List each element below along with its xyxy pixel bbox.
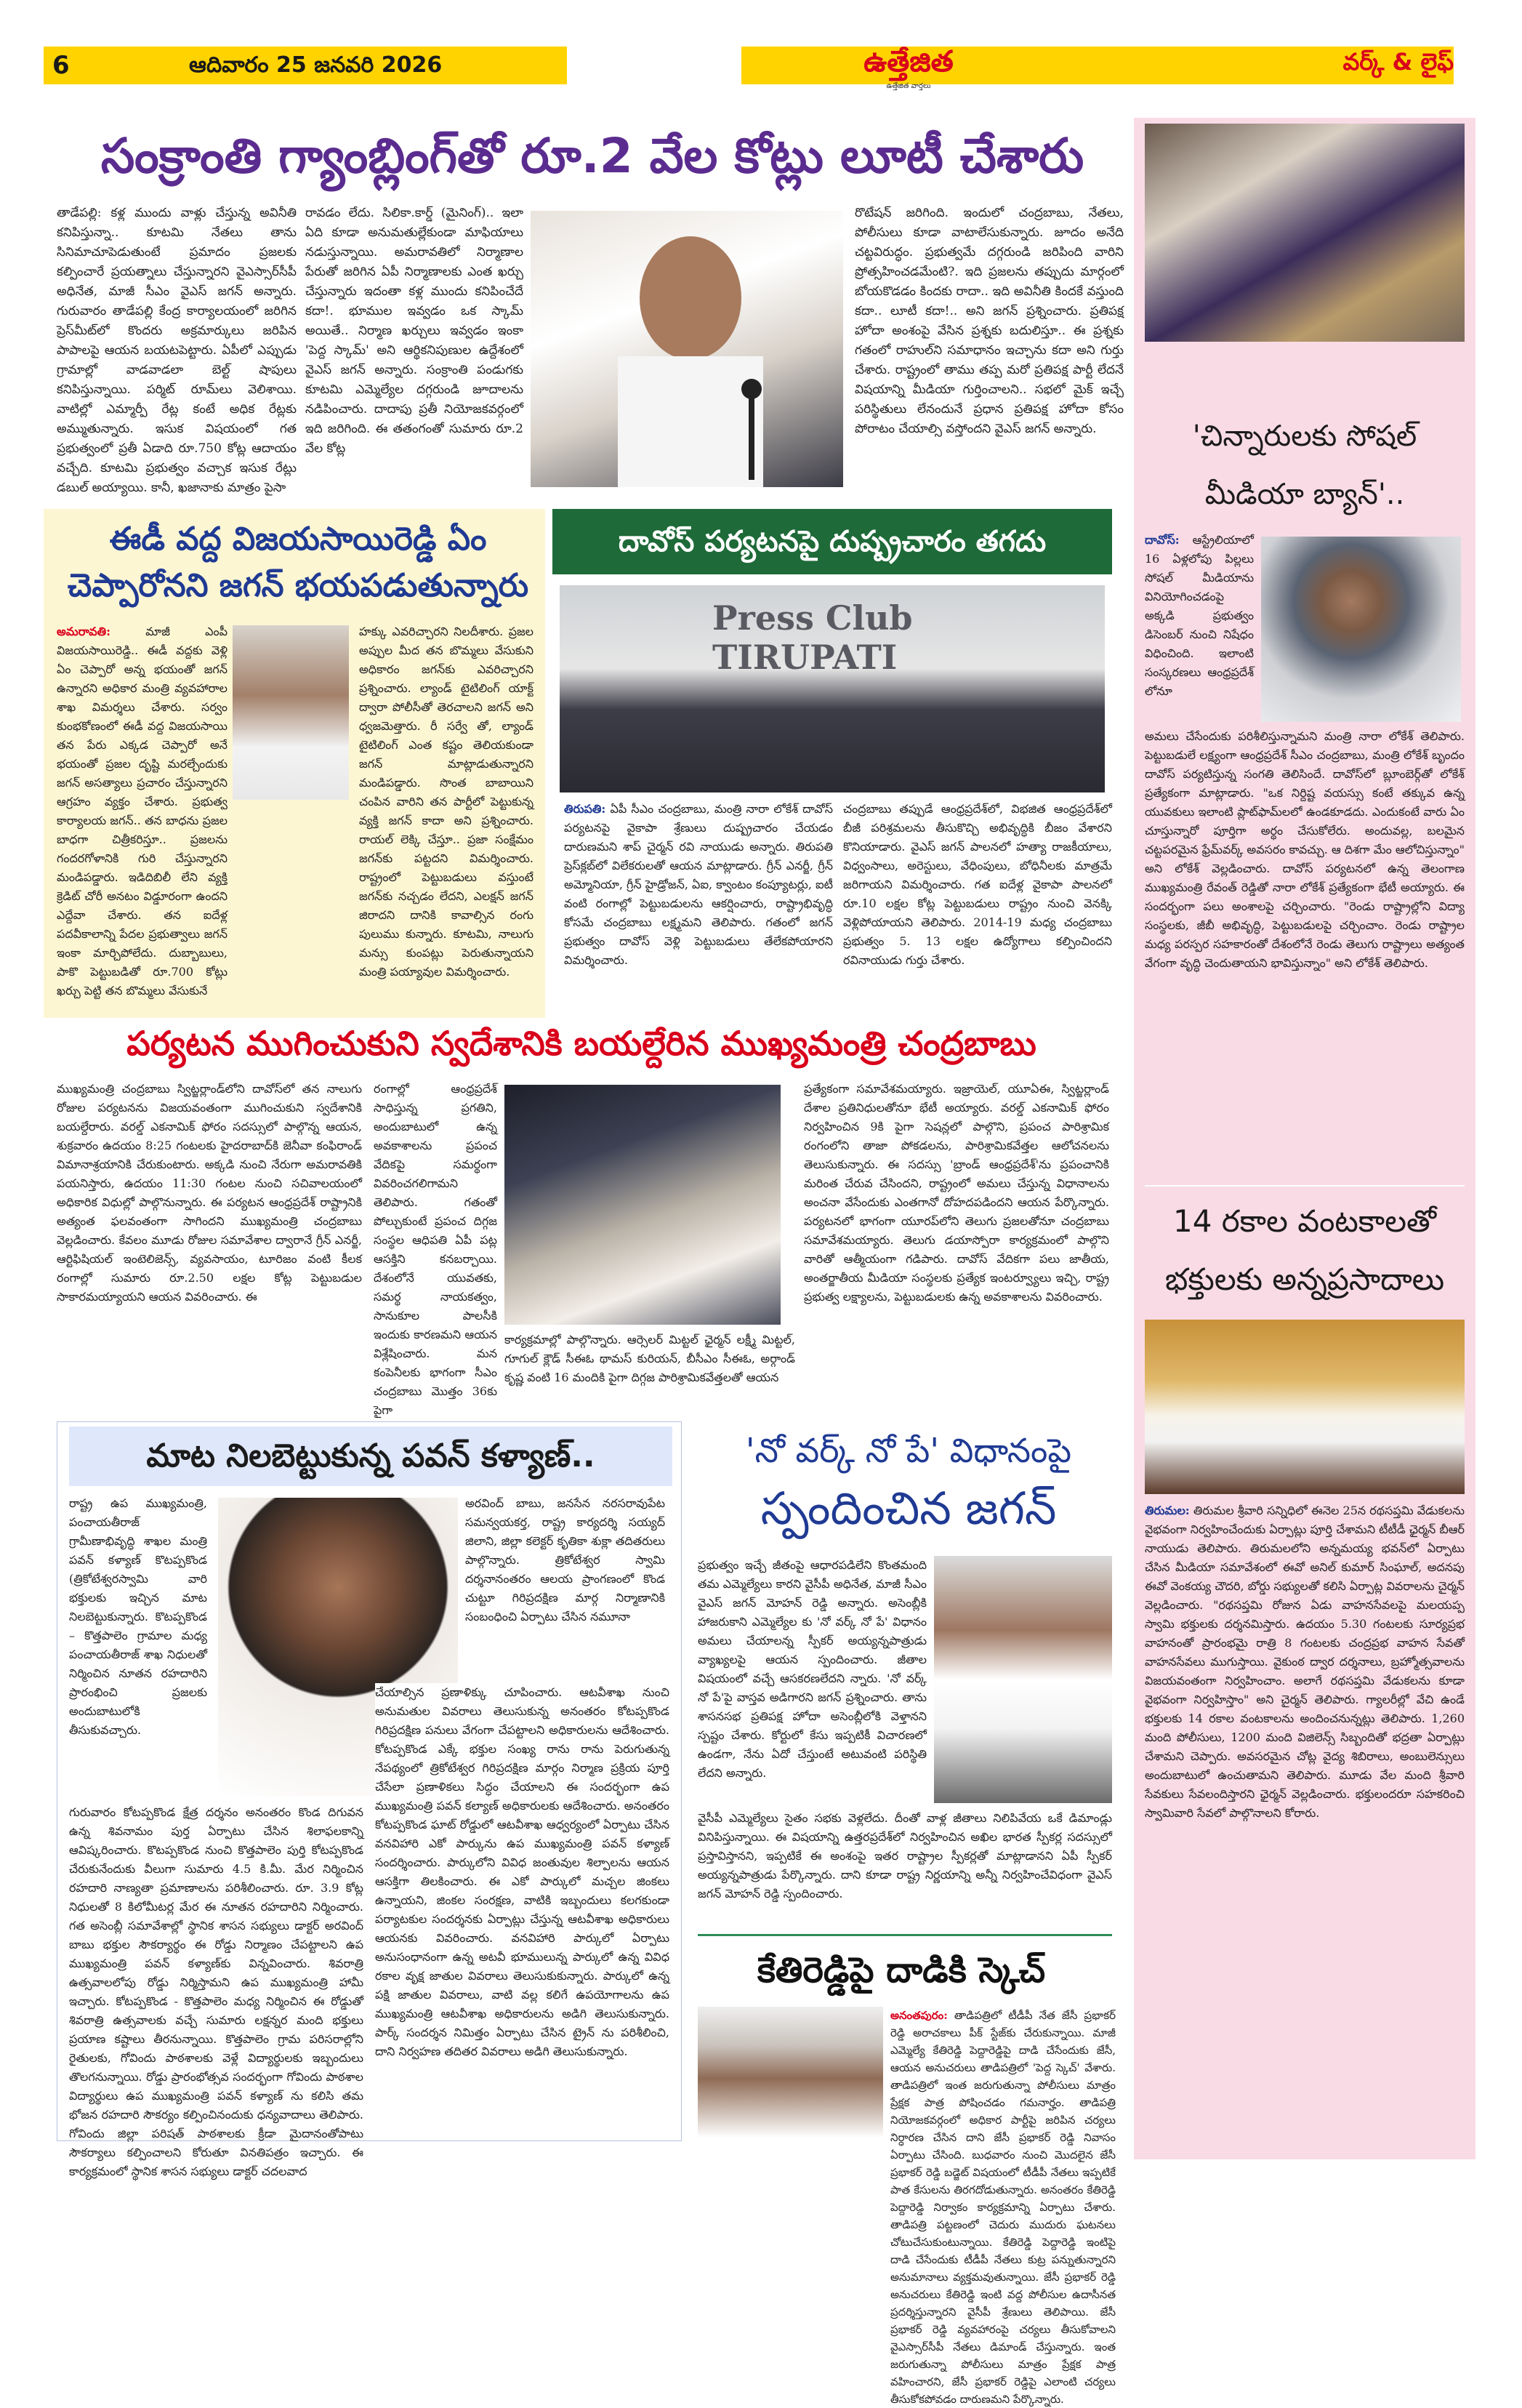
kethi-headline: కేతిరెడ్డిపై దాడికి స్కెచ్ xyxy=(757,1950,1046,1991)
pawan-column-2: అరవింద్ బాబు, జనసేన నరసరావుపేట సమన్వయకర్త, రాష్ట్ర కార్యదర్శి సయ్యద్ జిలాని, జిల్లా కలెక్టర్ కృతికా శుక్లా తదితరులు పాల్గొన్నారు. త్రికోటేశ్వర స్వామి దర్శనానంతరం ఆలయ ప్రాంగణంలో కొండ చుట్టూ గిరిప్రదక్షిణ మార్గ నిర్మాణానికి సంబంధించి ఏర్పాటు చేసిన నమూనా xyxy=(465,1496,665,1624)
press-club-sign: Press Club TIRUPATI xyxy=(712,598,913,677)
temple-headline-line2: భక్తులకు అన్నప్రసాదాలు xyxy=(1164,1261,1445,1297)
vijayasai-photo xyxy=(233,625,349,800)
lead-column-1: తాడేపల్లి: కళ్ల ముందు వాళ్లు చేస్తున్న అవినీతి కనిపిస్తున్నా.. కూటమి నేతలు తాను సినిమాచూపెడుతుంటే ప్రమాదం ప్రజలకు కల్పించారే ప్రయత్నాలు చేస్తున్నారని వైఎస్సార్‌సీపీ అధినేత, మాజీ సీఎం వైఎస్ జగన్ అన్నారు. గురువారం తాడేపల్లి కేంద్ర కార్యాలయంలో జరిగిన ప్రెస్‌మీట్‌లో కొందరు అక్రమార్కులు జరిపిన పాపాలపై ఆయన బయటపెట్టారు. ఏపీలో ఎప్పుడు గ్రామాల్లో వాడవాడలా బెల్ట్ షాపులు కనిపిస్తున్నాయి. పర్మిట్ రూమ్‌లు వెలిశాయి. వాటిల్లో ఎమ్మార్పీ రేట్ల కంటే అధిక రేట్లకు అమ్ముతున్నారు. ఇసుక విషయంలో గత ప్రభుత్వంలో ప్రతీ ఏడాది రూ.750 కోట్ల ఆదాయం వచ్చేది. కూటమి ప్రభుత్వం వచ్చాక ఇసుక రేట్లు డబుల్ అయ్యాయి. కానీ, ఖజానాకు మాత్రం పైసా xyxy=(57,206,297,495)
cm-column-2: రంగాల్లో ఆంధ్రప్రదేశ్ సాధిస్తున్న ప్రగతిని, అందుబాటులో ఉన్న అవకాశాలను ప్రపంచ వేదికపై సమర్థంగా వివరించగలిగామని తెలిపారు. గతంతో పోల్చుకుంటే ప్రపంచ దిగ్గజ సంస్థల ఆధిపతి ఏపీ పట్ల ఆసక్తిని కనబర్చాయి. దేశంలోనే యువతకు, సమర్థ నాయకత్వం, సానుకూల పాలసీకి ఇందుకు కారణమని ఆయన విశ్లేషించారు. మన కంపెనీలకు భాగంగా సీఎం చంద్రబాబు మొత్తం 36కు పైగా xyxy=(374,1082,497,1417)
temple-body-text: తిరుమల శ్రీవారి సన్నిధిలో ఈనెల 25న రథసప్తమి వేడుకలను వైభవంగా నిర్వహించేందుకు ఏర్పాట్లు పూర్తి చేశామని టీటీడీ ఛైర్మన్ బీఆర్ నాయుడు తెలిపారు. తిరుమలలోని అన్నమయ్య భవన్‌లో ఏర్పాటు చేసిన మీడియా సమావేశంలో ఈవో అనిల్ కుమార్ సింఘాల్, అదనపు ఈవో వెంకయ్య చౌదరి, బోర్డు సభ్యులతో కలిసి ఏర్పాట్ల వివరాలను చైర్మన్ వెల్లడించారు. "రథసప్తమి రోజున ఏడు వాహనసేవలపై మలయప్ప స్వామి భక్తులకు దర్శనమిస్తారు. ఉదయం 5.30 గంటలకు సూర్యప్రభ వాహనంతో ప్రారంభమై రాత్రి 8 గంటలకు చంద్రప్రభ వాహన సేవతో వాహనసేవలు ముగుస్తాయి. వైకుంఠ ద్వార దర్శనాలు, బ్రహ్మోత్సవాలను విజయవంతంగా నిర్వహించాం. అలాగే రథసప్తమి వేడుకలను కూడా వైభవంగా నిర్వహిస్తాం" అని చైర్మన్ తెలిపారు. గ్యాలరీల్లో వేచి ఉండే భక్తులకు 14 రకాల వంటకాలను అందించనున్నట్లు తెలిపారు. 1,260 మంది పోలీసులు, 1200 మంది విజిలెన్స్ సిబ్బందితో భద్రతా ఏర్పాట్లు చేశామని చెప్పారు. అవసరమైన చోట్ల వైద్య శిబిరాలు, అంబులెన్సులు అందుబాటులో ఉంచుతామని తెలిపారు. మూడు వేల మంది శ్రీవారి సేవకులు సేవలందిస్తారని ఛైర్మన్ వెల్లడించారు. భక్తులందరూ సహకరించి స్వామివారి సేవలో పాల్గొనాలని కోరారు. xyxy=(1145,1504,1465,1820)
ttd-meeting-photo xyxy=(1145,1320,1465,1494)
davos-dateline: తిరుపతి: xyxy=(564,802,606,816)
lead-column-3: రొటేషన్ జరిగింది. ఇందులో చంద్రబాబు, నేతలు, పోలీసులు కూడా వాటాలేసుకున్నారు. జూదం అనేది చట్టవిరుద్ధం. ప్రభుత్వమే దగ్గరుండి జరిపింది వారిని ప్రోత్సహించడమేంటి?. ఇది ప్రజలను తప్పుదు మార్గంలో బోయకొడడం కిందకు రాదా.. ఇది అవినీతి కిందకే వస్తుంది కదా.. లూటీ కదా!.. అని జగన్ ప్రశ్నించారు. ప్రతిపక్ష హోదా అంశంపై వేసిన ప్రశ్నకు బదులిస్తూ.. ఈ ప్రశ్నకు గతంలో రాహుల్‌ని సమాధానం ఇచ్చాను కదా అని గుర్తు చేశారు. రాష్ట్రంలో తాము తప్ప మరో ప్రతిపక్ష పార్టీ లేదనే విషయాన్ని మీడియా గుర్తించాలని.. సభలో మైక్ ఇచ్చే పరిస్థితులు లేనందునే ప్రధాన ప్రతిపక్ష హోదా కోసం పోరాటం చేయాల్సి వస్తోందని వైఎస్ జగన్ అన్నారు. xyxy=(855,206,1124,436)
kethireddy-photo xyxy=(698,2007,883,2138)
pawan-column-full-2: చేయాల్సిన ప్రణాళిక్కు చూపించారు. ఆటవీశాఖ నుంచి అనుమతుల వివరాలు తెలుసుకున్న అనంతరం కోటప్పకొండ గిరిప్రదక్షిణ పనులు వేగంగా చేపట్టాలని అధికారులను ఆదేశించారు. కోటప్పకొండ ఎక్కే భక్తుల సంఖ్య రాను రాను పెరుగుతున్న నేపథ్యంలో త్రికోటేశ్వర గిరిప్రదక్షిణ మార్గం నిర్మాణ ప్రక్రియ పూర్తి చేసేలా ప్రణాళికలు సిద్ధం చేయాలని ఈ సందర్భంగా ఉప ముఖ్యమంత్రి పవన్ కల్యాణ్ అధికారులకు ఆదేశించారు. అనంతరం కోటప్పకొండ ఘాట్ రోడ్డులో ఆటవీశాఖ ఆధ్వర్యంలో ఏర్పాటు చేసిన వనవిహారి ఎకో పార్కును ఉప ముఖ్యమంత్రి పవన్ కళ్యాణ్ సందర్శించారు. పార్కులోని వివిధ జంతువుల శిల్పాలను ఆయన ఆసక్తిగా తిలకించారు. ఈ ఎకో పార్కులో మచ్చల జింకలు ఉన్నాయని, జింకల సంరక్షణ, వాటికి ఇబ్బందులు కలగకుండా పర్యాటకుల సందర్శనకు ఏర్పాట్లు చేస్తున్న ఆటవీశాఖ అధికారులు ఆయనకు వివరించారు. వనవిహారి పార్కులో ఏర్పాటు అనుసంధానంగా ఉన్న అటవీ భూములున్న పార్కులో ఉన్న వివిధ రకాల వృక్ష జాతుల వివరాలు తెలుసుకుకున్నారు. పార్కులో ఉన్న పక్షి జాతుల వివరాలు, వాటి వల్ల కలిగే ఉపయోగాలను ఉప ముఖ్యమంత్రి ఆటవీశాఖ అధికారులను అడిగి తెలుసుకున్నారు. పార్క్ సందర్శన నిమిత్తం ఏర్పాటు చేసిన ట్రైన్ ను పరిశీలించి, దాని నిర్వహణ తదితర వివరాలు అడిగి తెలుసుకున్నారు. xyxy=(375,1683,669,2138)
kethi-dateline: అనంతపురం: xyxy=(890,2009,948,2022)
masthead-title: ఉత్తేజిత xyxy=(863,45,954,79)
divider xyxy=(698,1934,1112,1936)
jagan-column-full: వైసీపీ ఎమ్మెల్యేలు సైతం సభకు వెళ్లలేదు. దీంతో వాళ్ల జీతాలు నిలిపివేయ ఒకే డిమాండ్లు వినిపిస్తున్నాయి. ఈ విషయాన్ని ఉత్తరప్రదేశ్‌లో నిర్వహించిన అఖిల భారత స్పీకర్ల సదస్సులో ప్రస్తావిస్తానని, ఇప్పటికే ఈ అంశంపై ఇతర రాష్ట్రాల స్పీకర్లతో మాట్లాడానని ఏపీ స్పీకర్ అయ్యన్నపాత్రుడు పేర్కొన్నారు. దాని కూడా రాష్ట్ర నిర్ణయాన్ని అన్నీ నిర్వహించేవిధంగా వైఎస్ జగన్ మోహన్ రెడ్డి స్పందించారు. xyxy=(698,1811,1112,1901)
masthead-logo xyxy=(821,45,996,90)
ed-column-1 xyxy=(57,622,228,1008)
jagan-headline-line2: స్పందించిన జగన్ xyxy=(760,1482,1057,1535)
pawan-column-full-1: గురువారం కోటప్పకొండ క్షేత్ర దర్శనం అనంతరం కొండ దిగువన ఉన్న శివనామం పుర్త ఏర్పాటు చేసిన శిలాఫలకాన్ని ఆవిష్కరించారు. కొటప్పకొండ నుంచి కొత్తపాలెం పుర్తి కోటప్పకొండ చేరుకునేందుకు వీలుగా సుమారు 4.5 కి.మీ. మేర నిర్మించిన రహదారి నాణ్యతా ప్రమాణాలను పరిశీలించారు. రూ. 3.9 కోట్ల నిధులతో 8 కిలోమీటర్ల మేర ఈ నూతన రహదారిని నిర్మించారు. గత అసెంబ్లీ సమావేశాల్లో స్థానిక శాసన సభ్యులు డాక్టర్ అరవింద్ బాబు భక్తుల సౌకర్యార్థం ఈ రోడ్డు నిర్మాణం చేపట్టాలని ఉప ముఖ్యమంత్రి పవన్ కళ్యాణ్‌కు విన్నవించారు. శివరాత్రి ఉత్సవాలలోపు రోడ్డు నిర్మిస్తామని ఉప ముఖ్యమంత్రి హామీ ఇచ్చారు. కోటప్పకొండ - కొత్తపాలెం మధ్య నిర్మించిన ఈ రోడ్డుతో శివరాత్రి ఉత్సవాలకు వచ్చే సుమారు లక్షన్నర మంది భక్తులు ప్రయాణ కష్టాలు తీరనున్నాయి. కొత్తపాలెం గ్రామ పరిసరాల్లోని రైతులకు, గోవిందు పాఠశాలకు వెళ్లే విద్యార్థులకు ఇబ్బందులు తొలగనున్నాయి. రోడ్డు ప్రారంభోత్సవ సందర్భంగా గోవిందు పాఠశాల విద్యార్థులు ఉప ముఖ్యమంత్రి పవన్ కళ్యాణ్ ను కలిసి తమ భోజన రహదారి సౌకర్యం కల్పించినందుకు ధన్యవాదాలు తెలిపారు. గోవిందు జిల్లా పరిషత్ పాఠశాలకు క్రీడా మైదానంతోపాటు సౌకర్యాలు కల్పించాలని కోరుతూ వినతిపత్రం ఇచ్చారు. ఈ కార్యక్రమంలో స్థానిక శాసన సభ్యులు డాక్టర్ చదలవాద xyxy=(69,1805,363,2178)
jagan-photo xyxy=(934,1556,1112,1803)
cm-column-1: ముఖ్యమంత్రి చంద్రబాబు స్విట్జర్లాండ్‌లోని దావోస్‌లో తన నాలుగు రోజుల పర్యటనను విజయవంతంగా ముగించుకుని స్వదేశానికి బయల్దేరారు. వరల్డ్ ఎకనామిక్ ఫోరం సదస్సులో పాల్గొన్న ఆయన, శుక్రవారం ఉదయం 8:25 గంటలకు హైదరాబాద్‌కి జెనీవా కంఫిరాండ్ విమానాశ్రయానికి చేరుకుంటారు. అక్కడి నుంచి నేరుగా అమరావతికి పయనిస్తారు, ఉదయం 11:30 గంటల నుంచి సచివాలయంలో అధికారిక విధుల్లో పాల్గొనున్నారు. ఈ పర్యటన ఆంధ్రప్రదేశ్ రాష్ట్రానికి అత్యంత ఫలవంతంగా సాగిందని ముఖ్యమంత్రి చంద్రబాబు వెల్లడించారు. కేవలం మూడు రోజుల సమావేశాల ద్వారానే గ్రీన్ ఎనర్జీ, ఆర్టిఫిషియల్ ఇంటెలిజెన్స్, వ్యవసాయం, టూరిజం వంటి కీలక రంగాల్లో సుమారు రూ.2.50 లక్షల కోట్ల పెట్టుబడుల సాకారమయ్యాయని ఆయన వివరించారు. ఈ xyxy=(57,1082,362,1304)
microphone-icon xyxy=(531,211,843,487)
temple-dateline: తిరుమల: xyxy=(1145,1504,1190,1517)
masthead-tagline: ఉత్తేజిత వార్తలు xyxy=(886,82,931,90)
davos-column-1 xyxy=(564,800,833,996)
press-club-photo xyxy=(560,585,1105,792)
ed-column-1-text: మాజీ ఎంపీ విజయసాయిరెడ్డి.. ఈడీ వద్దకు వెళ్లి ఏం చెప్పారో అన్న భయంతో జగన్ ఉన్నారని అధికార మంత్రి వ్యవహారాల శాఖ విమర్శలు చేశారు. సర్వం కుంభకోణంలో ఈడీ వద్ద విజయసాయి తన పేరు ఎక్కడ చెప్పారో అనే భయంతో ప్రజల దృష్టి మరల్చేందుకు జగన్ అసత్యాలు ప్రచారం చేస్తున్నారని ఆగ్రహం వ్యక్తం చేశారు. ప్రభుత్వ కార్యాలయ జగన్.. తన బాధను ప్రజల బాధగా చిత్రీకరిస్తూ.. ప్రజలను గందరగోళానికి గురి చేస్తున్నారని మండిపడ్డారు. ఇడిదిబిలీ లేని వ్యక్తి క్రెడిట్ చోరీ అనటం విడ్డూరంగా ఉందని ఎద్దేవా చేశారు. తన ఐదేళ్ల పదవీకాలాన్ని పేదల ప్రభుత్వాలు జగన్ ఇంకా మార్చిపోలేదు. దుబ్బాబులు, పాకొ పెట్టుబడితో రూ.700 కోట్లు ఖర్చు పెట్టి తన బొమ్మలు వేసుకునే xyxy=(57,625,228,998)
kethi-body-text: తాడిపత్రిలో టీడీపీ నేత జేసీ ప్రభాకర్ రెడ్డి అరాచకాలు పీక్ స్టేజ్‌కు చేరుకున్నాయి. మాజీ ఎమ్మెల్యే కేతిరెడ్డి పెద్దారెడ్డిపై దాడి చేసేందుకు జేసీ, ఆయన అనుచరులు తాడిపత్రిలో 'పెద్ద స్కెచ్' వేశారు. తాడిపత్రిలో ఇంత జరుగుతున్నా పోలీసులు మాత్రం ప్రేక్షక పాత్ర పోషించడం గమనార్హం. తాడిపత్రి నియోజకవర్గంలో అధికార పార్టీపై జరిపిన చర్యలు నిర్ధారణ చేసిన దాని జేసీ ప్రభాకర్ రెడ్డి నివాసం ఏర్పాటు చేసింది. బుధవారం నుంచి మొదలైన జేసీ ప్రభాకర్ రెడ్డి బడ్జెట్ విషయంలో టీడీపీ నేతలు ఇప్పటికే పాత కేసులను తిరగదోడుతున్నారు. అనంతరం కేతిరెడ్డి పెద్దారెడ్డి నిర్వాకం కార్యక్రమాన్ని ఏర్పాటు చేశారు. తాడిపత్రి పట్టణంలో చెదురు ముదురు ఘటనలు చోటుచేసుకుంటున్నాయి. కేతిరెడ్డి పెద్దారెడ్డి ఇంటిపై దాడి చేసేందుకు టీడీపీ నేతలు కుట్ర పన్నుతున్నారని అనుమానాలు వ్యక్తమవుతున్నాయి. జేసీ ప్రభాకర్ రెడ్డి అనుచరులు కేతిరెడ్డి ఇంటి వద్ద పోలీసుల ఉదాసీనత ప్రదర్శిస్తున్నారని వైసీపీ శ్రేణులు తెలిపాయి. జేసీ ప్రభాకర్ రెడ్డి వ్యవహారంపై చర్యలు తీసుకోవాలని వైఎస్సార్‌సీపీ నేతలు డిమాండ్ చేస్తున్నారు. ఇంత జరుగుతున్నా పోలీసులు మాత్రం ప్రేక్షక పాత్ర వహించారని, జేసీ ప్రభాకర్ రెడ్డిపై ఎలాంటి చర్యలు తీసుకోకపోవడం దారుణమని పేర్కొన్నారు. xyxy=(890,2009,1116,2406)
davos-column-1-text: ఏపీ సీఎం చంద్రబాబు, మంత్రి నారా లోకేశ్ దావోస్ పర్యటనపై వైకాపా శ్రేణులు దుష్ప్రచారం చేయడం దారుణమని శాప్ చైర్మన్ రవి నాయుడు అన్నారు. తిరుపతి ప్రెస్‌క్లబ్‌లో విలేకరులతో ఆయన మాట్లాడారు. గ్రీన్ ఎనర్జీ, గ్రీన్ అమ్మోనియా, గ్రీన్ హైడ్రోజన్, ఏఐ, క్వాంటం కంప్యూటర్లు, ఐటీ వంటి రంగాల్లో పెట్టుబడులను ఆకర్షించారు, రాష్ట్రాభివృద్ధి కోసమే చంద్రబాబు లక్ష్మమని తెలిపారు. గతంలో జగన్ ప్రభుత్వం దావోస్ వెళ్లి పెట్టుబడులు తేలేకపోయారని విమర్శించారు. xyxy=(564,802,833,967)
lokesh-photo xyxy=(1261,537,1461,722)
jagan-pressmeet-photo xyxy=(531,211,843,487)
cm-column-3: ప్రత్యేకంగా సమావేశమయ్యారు. ఇజ్రాయెల్, యూఏఈ, స్విట్జర్లాండ్ దేశాల ప్రతినిధులతోనూ భేటీ అయ్యారు. వరల్డ్ ఎకనామిక్ ఫోరం నిర్వహించిన 9కి పైగా సెషన్లలో పాల్గొని, ప్రపంచ పారిశ్రామిక రంగంలోని తాజా పోకడలను, పారిశ్రామికవేత్తల ఆలోచనలను తెలుసుకున్నారు. ఈ సదస్సు 'బ్రాండ్ ఆంధ్రప్రదేశ్'ను ప్రపంచానికి మరింత చేరువ చేసిందని, రాష్ట్రంలో అమలు చేస్తున్న విధానాలను అంచనా వేసేందుకు ఎంతగానో దోహదపడిందని ఆయన పేర్కొన్నారు. పర్యటనలో భాగంగా యూరప్‌లోని తెలుగు ప్రజలతోనూ చంద్రబాబు సమావేశమయ్యారు. తెలుగు డయాస్పోరా కార్యక్రమంలో పాల్గొని వారితో ఆత్మీయంగా గడిపారు. దావోస్ వేదికగా పలు జాతీయ, అంతర్జాతీయ మీడియా సంస్థలకు ప్రత్యేక ఇంటర్వ్యూలు ఇచ్చి, రాష్ట్ర ప్రభుత్వ లక్ష్యాలను, పెట్టుబడులకు ఉన్న అవకాశాలను వివరించారు. xyxy=(804,1082,1109,1304)
lead-headline: సంక్రాంతి గ్యాంబ్లింగ్‌తో రూ.2 వేల కోట్లు లూటీ చేశారు xyxy=(100,128,1084,184)
temple-body xyxy=(1145,1501,1465,2148)
jagan-column-1: ప్రభుత్వం ఇచ్చే జీతంపై ఆధారపడిలేని కొంతమంది తమ ఎమ్మెల్యేలు కారని వైసీపీ అధినేత, మాజీ సీఎం వైఎస్ జగన్ మోహన్ రెడ్డి అన్నారు. అసెంబ్లీకి హాజరుకాని ఎమ్మెల్యేల కు 'నో వర్క్ నో పే' విధానం అమలు చేయాలన్న స్పీకర్ అయ్యన్నపాత్రుడు వ్యాఖ్యలపై ఆయన స్పందించారు. జీతాల విషయంలో వచ్చే ఆసకరణలేదని న్నారు. 'నో వర్క్ నో పే'పై వాస్తవ అడిగారని జగన్ ప్రశ్నించారు. తాను శాసనసభ ప్రతిపక్ష హోదా అసెంబ్లీలోకి వెళ్తానని స్పష్టం చేశారు. కోర్టులో కేసు ఇప్పటికీ విచారణలో ఉండగా, నేను ఏదో చేస్తుంటే అటువంటి పరిస్థితి లేదని అన్నారు. xyxy=(698,1558,927,1780)
ed-column-2: హక్కు ఎవరిచ్చారని నిలదీశారు. ప్రజల అప్పుల మీద తన బొమ్మలు వేసుకుని అధికారం జగన్‌కు ఎవరిచ్చారని ప్రశ్నించారు. ల్యాండ్ టైటిలింగ్ యాక్ట్ ద్వారా పోలీసీతో తెరచాలని జగన్ అని ధ్వజమెత్తారు. రీ సర్వే తో, ల్యాండ్ టైటిలింగ్ ఎంత కష్టం తెలియకుండా జగన్ మాట్లాడుతున్నారని మండిపడ్డారు. సొంత బాబాయిని చంపిన వారిని తన పార్టీలో పెట్టుకున్న వ్యక్తి జగన్ కాదా అని ప్రశ్నించారు. రాయల్ లెక్కి చేస్తూ.. ప్రజా సంక్షేమం జగన్‌కు పట్టదని విమర్శించారు. రాష్ట్రంలో పెట్టుబడులు వస్తుంటే జగన్‌కు నచ్చడం లేదని, ఎలక్షన్ జగన్ జిరాదని దానికి కావాల్సిన రంగు పులుము కున్నారు. కూటమి, నాలుగు మన్సు కుంపట్లు పెరుతున్నాయని మంత్రి పయ్యావుల విమర్శించారు. xyxy=(359,625,533,979)
ed-dateline: అమరావతి: xyxy=(57,625,111,638)
temple-headline-line1: 14 రకాల వంటకాలతో xyxy=(1172,1203,1436,1239)
sidebar-divider xyxy=(1145,1185,1465,1187)
page-number: 6 xyxy=(52,51,70,80)
davos-column-2: చంద్రబాబు తప్పుడే ఆంధ్రప్రదేశ్‌లో, విభజిత ఆంధ్రప్రదేశ్‌లో బీజీ పరిశ్రమలను తీసుకొచ్చి అభివృద్ధికి బీజం వేశారని కొనియాడారు. వైఎస్ జగన్ పాలనలో హత్యా రాజకీయాలు, విధ్వంసాలు, అరెస్టులు, వేధింపులు, బోధినీలకు మాత్రమే జరిగాయని విమర్శించారు. గత ఐదేళ్ల వైకాపా పాలనలో రూ.10 లక్షల కోట్ల పెట్టుబడులు రాష్ట్రం నుంచి వెనక్కి వెళ్లిపోయాయని తెలిపారు. 2014-19 మధ్య చంద్రబాబు ప్రభుత్వం 5. 13 లక్షల ఉద్యోగాలు కల్పించిందని రవినాయుడు గుర్తు చేశారు. xyxy=(843,802,1112,967)
issue-date: ఆదివారం 25 జనవరి 2026 xyxy=(189,52,443,78)
social-headline-line2: మీడియా బ్యాన్'.. xyxy=(1204,478,1405,511)
lead-column-2: రావడం లేదు. సిలికా.కార్డ్ (మైనింగ్).. ఇలా ఏది కూడా అనుమతుల్లేకుండా మాఫియాలు నడుస్తున్నాయి. అమరావతిలో నిర్మాణాల పేరుతో జరిగిన ఏపీ నిర్మాణాలకు ఎంత ఖర్చు చేస్తున్నారు ఇదంతా కళ్ల ముందు కనిపించేదే కదా!. భూముల ఇవ్వడం ఒక స్కామ్ అయితే.. నిర్మాణ ఖర్చులు ఇవ్వడం ఇంకా 'పెద్ద స్కామ్' అని ఆర్థికనిపుణుల ఉద్దేశంలో వైఎస్ జగన్ అన్నారు. సంక్రాంతి పండుగకు కూటమి ఎమ్మెల్యేల దగ్గరుండి జూదాలను నడిపించారు. దాదాపు ప్రతీ నియోజకవర్గంలో ఇది జరిగింది. ఈ తతంగంతో సుమారు రూ.2 వేల కోట్ల xyxy=(305,206,523,456)
davos-headline: దావోస్ పర్యటనపై దుష్ప్రచారం తగదు xyxy=(552,509,1112,574)
pawan-column-1: రాష్ట్ర ఉప ముఖ్యమంత్రి, పంచాయతీరాజ్ గ్రామీణాభివృద్ధి శాఖల మంత్రి పవన్ కళ్యాణ్ కొటప్పకొండ (త్రికోటేశ్వరస్వామి వారి భక్తులకు ఇచ్చిన మాట నిలబెట్టుకున్నారు. కొటప్పకొండ – కొత్తపాలెం గ్రామాల మధ్య పంచాయతీరాజ్ శాఖ నిధులతో నిర్మించిన నూతన రహదారిని ప్రారంభించి ప్రజలకు అందుబాటులోకి తీసుకువచ్చారు. xyxy=(69,1496,207,1737)
social-column-1-text: ఆస్ట్రేలియాలో 16 ఏళ్లలోపు పిల్లలు సోషల్ మీడియాను వినియోగించడంపై అక్కడి ప్రభుత్వం డిసెంబర్ నుంచి నిషేధం విధించింది. ఇలాంటి సంస్కరణలు ఆంధ్రప్రదేశ్ లోనూ xyxy=(1145,533,1254,698)
kethi-body xyxy=(890,2007,1116,2406)
cm-column-2b: కార్యక్రమాల్లో పాల్గొన్నారు. ఆర్సెలర్ మిట్టల్ ఛైర్మన్ లక్ష్మీ మిట్టల్, గూగుల్ క్లౌడ్ సీఈఓ థామస్ కురియన్, బీసీఎం సీఈఓ, అర్గాండ్ కృష్ణ వంటి 16 మందికి పైగా దిగ్గజ పారిశ్రామికవేత్తలతో ఆయన xyxy=(504,1333,795,1384)
jagan-headline-line1: 'నో వర్క్ నో పే' విధానంపై xyxy=(745,1431,1072,1470)
social-column-full: అమలు చేసేందుకు పరిశీలిస్తున్నామని మంత్రి నారా లోకేశ్ తెలిపారు. పెట్టుబడులే లక్ష్యంగా ఆంధ్రప్రదేశ్ సీఎం చంద్రబాబు, మంత్రి లోకేశ్ బృందం దావోస్ పర్యటిస్తున్న సంగతి తెలిసిందే. దావోస్‌లో బ్లూంబెర్గ్‌తో లోకేశ్ ప్రత్యేకంగా మాట్లాడారు. "ఒక నిర్దిష్ట వయస్సు కంటే తక్కువ ఉన్న యువకులు ఇలాంటి ప్లాట్‌ఫామ్‌లలో ఉండకూడదు. ఎందుకంటే వారు ఏం చూస్తున్నారో పూర్తిగా అర్థం చేసుకోలేరు. అందువల్ల, బలమైన చట్టపరమైన ఫ్రేమ్‌వర్క్ అవసరం కావచ్చు. ఆ దిశగా మేం ఆలోచిస్తున్నాం" అని లోకేశ్ వెల్లడించారు. దావోస్ పర్యటనలో ఉన్న తెలంగాణ ముఖ్యమంత్రి రేవంత్ రెడ్డితో నారా లోకేశ్ ప్రత్యేకంగా భేటీ అయ్యారు. ఈ సందర్భంగా పలు అంశాలపై చర్చించారు. "రెండు రాష్ట్రాల్లోని విద్యా సంస్థలకు, జీబీ అభివృద్ధి, పెట్టుబడులపై చర్చించాం. రెండు రాష్ట్రాల మధ్య పరస్పర సహకారంతో దేశంలోనే రెండు తెలుగు రాష్ట్రాలు అత్యంత వేగంగా వృద్ధి చెందుతాయని భావిస్తున్నాం" అని లోకేశ్ తెలిపారు. xyxy=(1145,729,1465,970)
pawan-headline: మాట నిలబెట్టుకున్న పవన్ కళ్యాణ్.. xyxy=(69,1426,672,1486)
cm-headline: పర్యటన ముగించుకుని స్వదేశానికి బయల్దేరిన ముఖ్యమంత్రి చంద్రబాబు xyxy=(126,1024,1036,1063)
section-title: వర్క్ & లైఫ్ xyxy=(1342,48,1454,76)
social-dateline: దావోస్: xyxy=(1145,533,1180,547)
cm-davos-photo xyxy=(504,1085,781,1325)
lokesh-revanth-photo xyxy=(1145,124,1465,342)
social-headline-line1: 'చిన్నారులకు సోషల్ xyxy=(1192,420,1417,453)
ed-headline: ఈడీ వద్ద విజయసాయిరెడ్డి ఏం చెప్పారోనని జగన్ భయపడుతున్నారు xyxy=(67,521,529,604)
